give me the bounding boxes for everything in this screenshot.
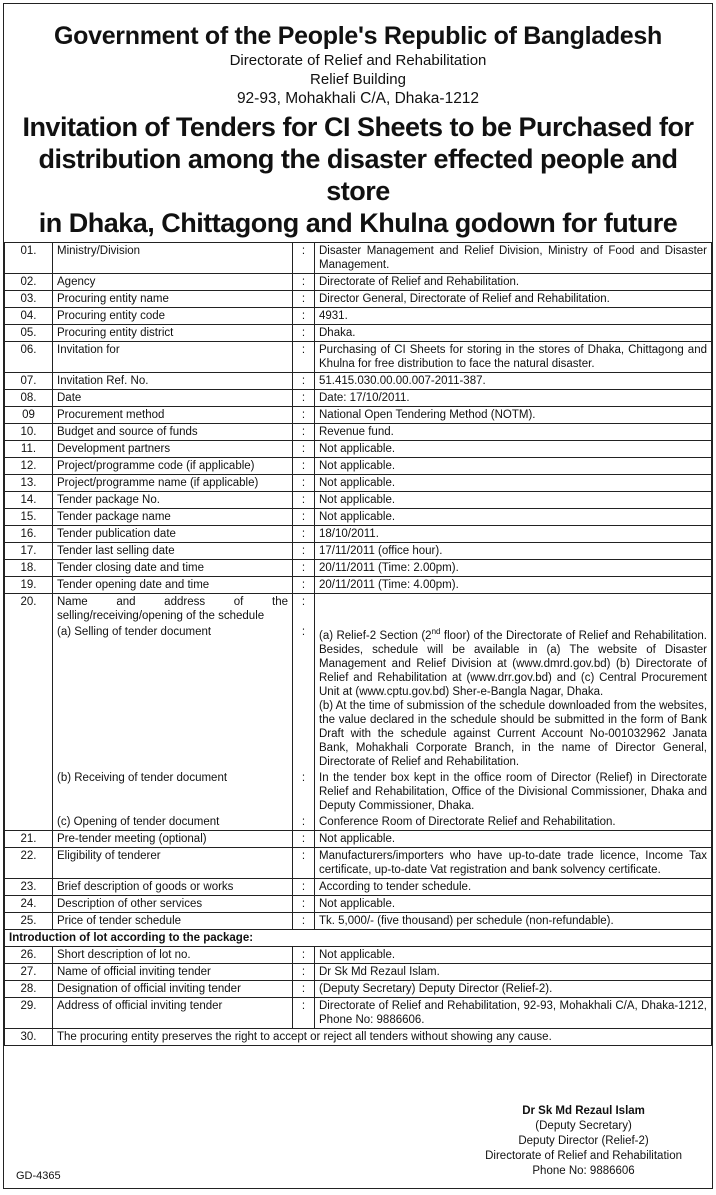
row-value: 17/11/2011 (office hour). [315, 543, 712, 560]
row-label: Invitation Ref. No. [53, 373, 293, 390]
notice-header [4, 21, 712, 239]
row-number: 14. [5, 492, 53, 509]
table-row [5, 770, 712, 814]
building-name: Relief Building [310, 71, 406, 88]
row-colon: : [293, 342, 315, 373]
table-row [5, 997, 712, 1028]
row-30-group [5, 1028, 712, 1045]
row-number: 15. [5, 509, 53, 526]
table-row [5, 946, 712, 963]
table-row [5, 830, 712, 847]
intro-group [5, 929, 712, 946]
row-colon: : [293, 560, 315, 577]
row-value: Not applicable. [315, 830, 712, 847]
signatory-line: Deputy Director (Relief-2) [518, 1135, 649, 1147]
table-row [5, 929, 712, 946]
row-number: 04. [5, 308, 53, 325]
row-number: 18. [5, 560, 53, 577]
row-number: 21. [5, 830, 53, 847]
title-line: Invitation of Tenders for CI Sheets to be Purchased for [22, 112, 694, 142]
row-value: (Deputy Secretary) Deputy Director (Relief-2). [315, 980, 712, 997]
row-value: Tk. 5,000/- (five thousand) per schedule (non-refundable). [315, 912, 712, 929]
row-number: 20. [5, 594, 53, 625]
row-colon: : [293, 509, 315, 526]
tender-rows-3 [5, 946, 712, 1028]
row-value: Dhaka. [315, 325, 712, 342]
table-row [5, 577, 712, 594]
table-row [5, 509, 712, 526]
row-value: 20/11/2011 (Time: 4.00pm). [315, 577, 712, 594]
row-number: 02. [5, 274, 53, 291]
row-label: (a) Selling of tender document [53, 624, 293, 770]
row-value: Not applicable. [315, 509, 712, 526]
row-value: Date: 17/10/2011. [315, 390, 712, 407]
table-row [5, 390, 712, 407]
row-number: 24. [5, 895, 53, 912]
row-value: Not applicable. [315, 441, 712, 458]
row-colon: : [293, 577, 315, 594]
row-colon: : [293, 830, 315, 847]
title-line: in Dhaka, Chittagong and Khulna godown for future [38, 208, 678, 238]
row-value: Not applicable. [315, 895, 712, 912]
row-colon: : [293, 492, 315, 509]
table-row [5, 847, 712, 878]
table-row [5, 963, 712, 980]
row-label: (c) Opening of tender document [53, 814, 293, 831]
row-label: Tender opening date and time [53, 577, 293, 594]
directorate-name: Directorate of Relief and Rehabilitation [229, 52, 487, 69]
row-label: Procuring entity code [53, 308, 293, 325]
table-row [5, 624, 712, 770]
row-value: Purchasing of CI Sheets for storing in the stores of Dhaka, Chittagong and Khulna for free distribution to face the natural disaster. [315, 342, 712, 373]
table-row [5, 878, 712, 895]
table-row [5, 243, 712, 274]
row-value: National Open Tendering Method (NOTM). [315, 407, 712, 424]
table-row [5, 492, 712, 509]
lot-introduction: Introduction of lot according to the package: [5, 929, 712, 946]
row-colon: : [293, 243, 315, 274]
row-label: Project/programme code (if applicable) [53, 458, 293, 475]
row-label: Price of tender schedule [53, 912, 293, 929]
row-label: Name of official inviting tender [53, 963, 293, 980]
row-value: 4931. [315, 308, 712, 325]
row-colon: : [293, 291, 315, 308]
notice-title [4, 111, 712, 239]
row-colon: : [293, 770, 315, 814]
row-value: 18/10/2011. [315, 526, 712, 543]
row-value: Directorate of Relief and Rehabilitation, 92-93, Mohakhali C/A, Dhaka-1212, Phone No: 9886606. [315, 997, 712, 1028]
table-row [5, 373, 712, 390]
table-row [5, 814, 712, 831]
row-colon: : [293, 407, 315, 424]
row-label: Pre-tender meeting (optional) [53, 830, 293, 847]
table-row [5, 308, 712, 325]
row-value: Directorate of Relief and Rehabilitation. [315, 274, 712, 291]
row-label: Short description of lot no. [53, 946, 293, 963]
row-value [315, 594, 712, 625]
table-row [5, 342, 712, 373]
title-line: distribution among the disaster effected people and store [38, 144, 678, 206]
tender-rows-1 [5, 243, 712, 594]
row-colon: : [293, 526, 315, 543]
signatory-name: Dr Sk Md Rezaul Islam [522, 1105, 645, 1117]
row-value: Director General, Directorate of Relief and Rehabilitation. [315, 291, 712, 308]
row-number: 07. [5, 373, 53, 390]
row-colon: : [293, 390, 315, 407]
row-label: Tender publication date [53, 526, 293, 543]
row-colon: : [293, 946, 315, 963]
table-row [5, 291, 712, 308]
signatory-line: Directorate of Relief and Rehabilitation [485, 1150, 682, 1162]
row-number: 05. [5, 325, 53, 342]
row-label: Address of official inviting tender [53, 997, 293, 1028]
table-row [5, 895, 712, 912]
row-value: 20/11/2011 (Time: 2.00pm). [315, 560, 712, 577]
row-number: 25. [5, 912, 53, 929]
row-label: Procuring entity district [53, 325, 293, 342]
row-label: Designation of official inviting tender [53, 980, 293, 997]
row-colon: : [293, 543, 315, 560]
row-colon: : [293, 912, 315, 929]
table-row [5, 407, 712, 424]
row-number: 08. [5, 390, 53, 407]
table-row [5, 325, 712, 342]
row-value: Manufacturers/importers who have up-to-date trade licence, Income Tax certificate, up-to-date Vat registration and bank solvency certificate. [315, 847, 712, 878]
row-value: Not applicable. [315, 475, 712, 492]
row-colon: : [293, 475, 315, 492]
signature-block [485, 1104, 682, 1179]
row-number: 12. [5, 458, 53, 475]
row-label: Invitation for [53, 342, 293, 373]
row-colon: : [293, 373, 315, 390]
row-label: (b) Receiving of tender document [53, 770, 293, 814]
row-colon: : [293, 308, 315, 325]
row-colon: : [293, 997, 315, 1028]
row-value: Not applicable. [315, 946, 712, 963]
row-colon: : [293, 458, 315, 475]
table-row [5, 594, 712, 625]
row-label: Tender last selling date [53, 543, 293, 560]
row-label: Agency [53, 274, 293, 291]
tender-rows-2 [5, 830, 712, 929]
row-number: 29. [5, 997, 53, 1028]
row-value: Dr Sk Md Rezaul Islam. [315, 963, 712, 980]
row-number: 28. [5, 980, 53, 997]
row-value: Revenue fund. [315, 424, 712, 441]
row-number: 23. [5, 878, 53, 895]
row-label: Budget and source of funds [53, 424, 293, 441]
row-colon: : [293, 624, 315, 770]
tender-table [4, 242, 712, 1046]
table-row [5, 458, 712, 475]
row-value: Disaster Management and Relief Division, Ministry of Food and Disaster Management. [315, 243, 712, 274]
gd-code: GD-4365 [16, 1170, 61, 1182]
row-colon: : [293, 441, 315, 458]
row-label: Date [53, 390, 293, 407]
row-label: Procuring entity name [53, 291, 293, 308]
row-number: 09 [5, 407, 53, 424]
row-colon: : [293, 594, 315, 625]
row-number: 30. [5, 1028, 53, 1045]
row-value: In the tender box kept in the office room of Director (Relief) in Directorate Relief and Rehabilitation, Office of the Divisional Commissioner, Dhaka and Deputy Commissioner, Dhaka. [315, 770, 712, 814]
row-value: 51.415.030.00.00.007-2011-387. [315, 373, 712, 390]
row-colon: : [293, 424, 315, 441]
row-number: 10. [5, 424, 53, 441]
row-colon: : [293, 274, 315, 291]
row-value: Not applicable. [315, 458, 712, 475]
row-label: Procurement method [53, 407, 293, 424]
row-value: Conference Room of Directorate Relief and Rehabilitation. [315, 814, 712, 831]
row-number: 27. [5, 963, 53, 980]
row-colon: : [293, 814, 315, 831]
row-label: Eligibility of tenderer [53, 847, 293, 878]
row-number: 03. [5, 291, 53, 308]
row-number: 06. [5, 342, 53, 373]
table-row [5, 980, 712, 997]
table-row [5, 475, 712, 492]
row-colon: : [293, 895, 315, 912]
row-text: The procuring entity preserves the right to accept or reject all tenders without showing any cause. [53, 1028, 712, 1045]
table-row [5, 912, 712, 929]
row-label: Development partners [53, 441, 293, 458]
row-number: 13. [5, 475, 53, 492]
row-number: 17. [5, 543, 53, 560]
table-row [5, 526, 712, 543]
row-label: Tender package name [53, 509, 293, 526]
row-number: 19. [5, 577, 53, 594]
row-label: Description of other services [53, 895, 293, 912]
office-address: 92-93, Mohakhali C/A, Dhaka-1212 [236, 90, 480, 107]
row-value: (a) Relief-2 Section (2nd floor) of the Directorate of Relief and Rehabilitation. Besides, schedule will be available in (a) The website of Disaster Management and Relief Division at (www.dmrd.gov.bd) (b) Directorate of Relief and Rehabilitation at (www.drr.gov.bd) and (c) Central Procurement Unit at (www.cptu.gov.bd) Sher-e-Bangla Nagar, Dhaka. (b) At the time of submission of the schedule downloaded from the websites, the value declared in the schedule should be submitted in the form of Bank Draft with the schedule against Current Account No-001032962 Janata Bank, Mohakhali Corporate Branch, in the name of Director General, Directorate of Relief and Rehabilitation. [315, 624, 712, 770]
table-row [5, 274, 712, 291]
row-label: Ministry/Division [53, 243, 293, 274]
row-colon: : [293, 963, 315, 980]
row-value: According to tender schedule. [315, 878, 712, 895]
row-number: 26. [5, 946, 53, 963]
table-row [5, 441, 712, 458]
row-label: Name and address of the selling/receiving/opening of the schedule [53, 594, 293, 625]
government-name: Government of the People's Republic of Bangladesh [53, 22, 662, 50]
row-number: 22. [5, 847, 53, 878]
signatory-line: (Deputy Secretary) [535, 1120, 632, 1132]
signatory-line: Phone No: 9886606 [532, 1165, 635, 1177]
row-label: Tender package No. [53, 492, 293, 509]
row-number: 11. [5, 441, 53, 458]
row-colon: : [293, 847, 315, 878]
table-row [5, 1028, 712, 1045]
row-label: Brief description of goods or works [53, 878, 293, 895]
table-row [5, 424, 712, 441]
row-value: Not applicable. [315, 492, 712, 509]
table-row [5, 560, 712, 577]
row-20-group [5, 594, 712, 831]
row-colon: : [293, 980, 315, 997]
row-label: Project/programme name (if applicable) [53, 475, 293, 492]
row-colon: : [293, 878, 315, 895]
row-label: Tender closing date and time [53, 560, 293, 577]
tender-notice-page [3, 3, 713, 1189]
row-number: 16. [5, 526, 53, 543]
row-colon: : [293, 325, 315, 342]
row-number: 01. [5, 243, 53, 274]
table-row [5, 543, 712, 560]
